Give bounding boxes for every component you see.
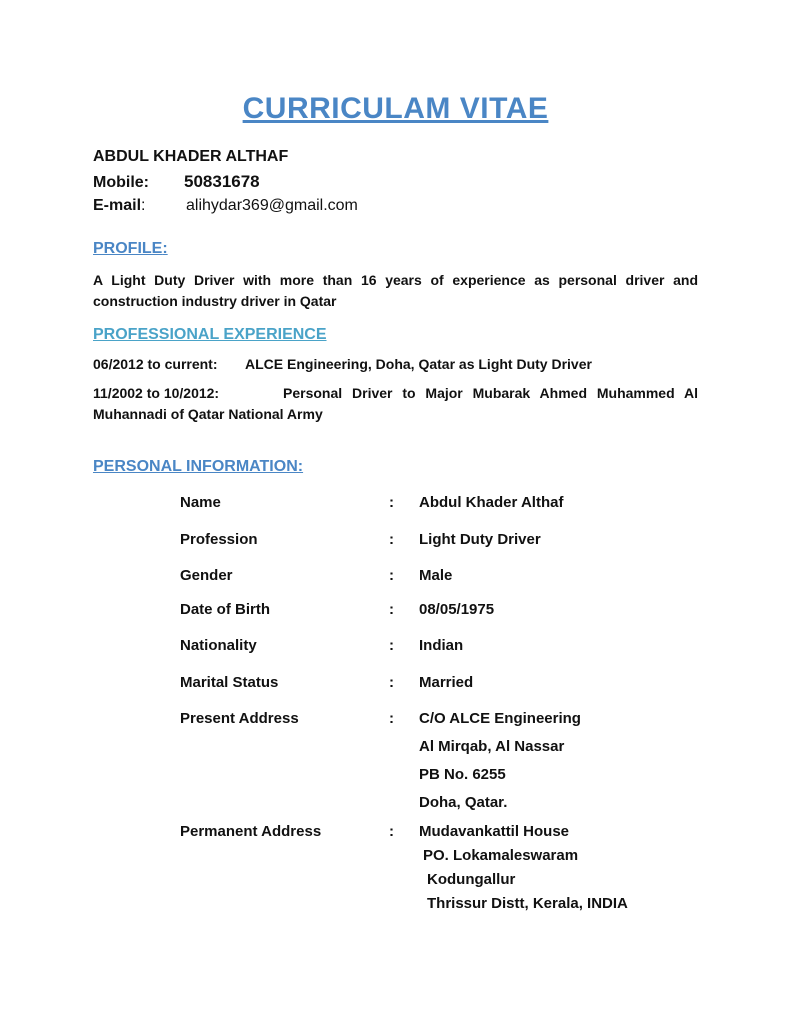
permanent-address-line: PO. Lokamaleswaram bbox=[423, 847, 579, 864]
experience-dates: 06/2012 to current: bbox=[93, 356, 218, 372]
info-colon: : bbox=[389, 674, 394, 691]
info-value: Mudavankattil House bbox=[419, 823, 570, 840]
info-colon: : bbox=[389, 567, 394, 584]
present-address-line: Doha, Qatar. bbox=[419, 794, 508, 811]
email-label: E-mail bbox=[93, 197, 142, 214]
experience-item bbox=[93, 354, 698, 375]
info-label: Permanent Address bbox=[180, 823, 322, 840]
present-address-line: PB No. 6255 bbox=[419, 766, 506, 783]
mobile-row bbox=[93, 172, 260, 192]
info-colon: : bbox=[389, 494, 394, 511]
info-value: Light Duty Driver bbox=[419, 531, 541, 548]
permanent-address-line: Thrissur Distt, Kerala, INDIA bbox=[427, 895, 628, 912]
email-value: alihydar369@gmail.com bbox=[186, 197, 358, 214]
info-value: Male bbox=[419, 567, 453, 584]
email-row bbox=[93, 197, 358, 215]
info-value: Married bbox=[419, 674, 474, 691]
info-value: Indian bbox=[419, 637, 464, 654]
info-colon: : bbox=[389, 601, 394, 618]
info-label: Gender bbox=[180, 567, 233, 584]
candidate-name: ABDUL KHADER ALTHAF bbox=[93, 148, 289, 165]
document-title: CURRICULAM VITAE bbox=[242, 92, 549, 125]
experience-item bbox=[93, 383, 698, 425]
info-colon: : bbox=[389, 531, 394, 548]
info-label: Profession bbox=[180, 531, 258, 548]
email-label-group bbox=[93, 197, 186, 215]
info-colon: : bbox=[389, 637, 394, 654]
mobile-value: 50831678 bbox=[184, 172, 260, 191]
experience-description: Personal Driver to Major Mubarak Ahmed Muhammed Al Muhannadi of Qatar National Army bbox=[93, 385, 698, 422]
personal-info-heading: PERSONAL INFORMATION: bbox=[93, 458, 304, 475]
profile-heading-colon: : bbox=[162, 240, 168, 257]
mobile-label: Mobile: bbox=[93, 174, 149, 191]
info-value: C/O ALCE Engineering bbox=[419, 710, 581, 727]
info-value: 08/05/1975 bbox=[419, 601, 495, 618]
profile-summary: A Light Duty Driver with more than 16 years of experience as personal driver and construction industry driver in Qatar bbox=[93, 272, 698, 309]
info-colon: : bbox=[389, 710, 394, 727]
profile-heading bbox=[93, 240, 168, 258]
experience-heading: PROFESSIONAL EXPERIENCE bbox=[93, 326, 327, 343]
info-colon: : bbox=[389, 823, 394, 840]
experience-description: ALCE Engineering, Doha, Qatar as Light Duty Driver bbox=[245, 356, 592, 372]
info-label: Marital Status bbox=[180, 674, 279, 691]
info-label: Nationality bbox=[180, 637, 257, 654]
info-value: Abdul Khader Althaf bbox=[419, 494, 564, 511]
experience-dates: 11/2002 to 10/2012: bbox=[93, 385, 220, 401]
present-address-line: Al Mirqab, Al Nassar bbox=[419, 738, 565, 755]
info-label: Date of Birth bbox=[180, 601, 270, 618]
permanent-address-line: Kodungallur bbox=[427, 871, 516, 888]
profile-heading-text: PROFILE bbox=[93, 240, 163, 257]
info-label: Name bbox=[180, 494, 221, 511]
email-colon: : bbox=[141, 197, 146, 214]
info-label: Present Address bbox=[180, 710, 299, 727]
